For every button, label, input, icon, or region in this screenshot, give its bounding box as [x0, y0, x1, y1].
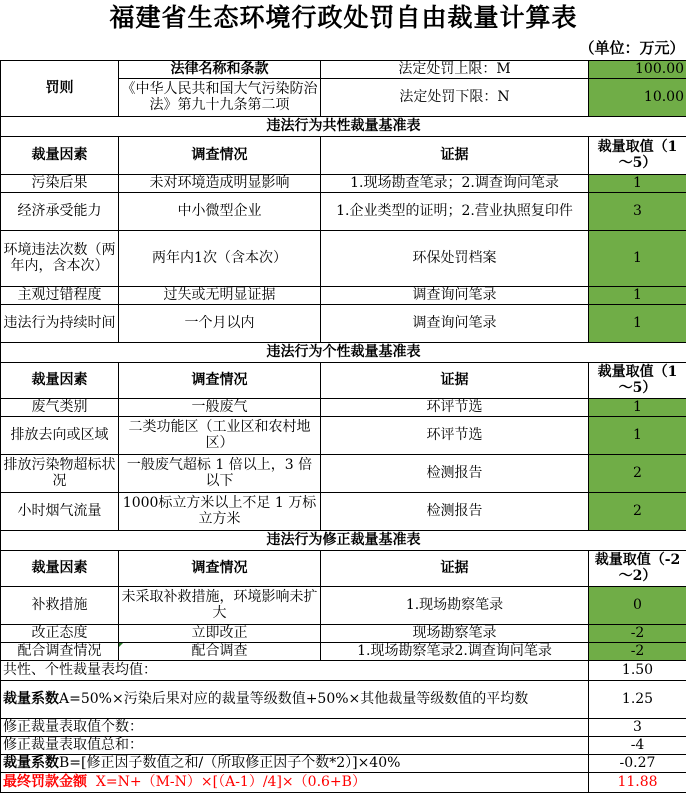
correction-count-label: 修正裁量表取值个数：	[1, 718, 589, 736]
final-amount-label	[1, 772, 589, 792]
evidence-cell: 检测报告	[321, 492, 589, 530]
value-cell[interactable]: 1	[589, 230, 686, 286]
value-cell[interactable]: 1	[589, 398, 686, 416]
evidence-cell: 1.现场勘查笔录；2.调查询问笔录	[321, 174, 589, 192]
correction-section-title: 违法行为修正裁量基准表	[1, 530, 686, 550]
factor-cell: 经济承受能力	[1, 192, 119, 230]
common-section-title: 违法行为共性裁量基准表	[1, 116, 686, 136]
situation-cell: 未采取补救措施，环境影响未扩大	[119, 586, 321, 624]
situation-cell: 配合调查	[119, 642, 321, 660]
table-row	[1, 416, 686, 454]
average-label: 共性、个性裁量表均值：	[1, 660, 589, 680]
col-header-evidence: 证据	[321, 362, 589, 398]
situation-cell: 中小微型企业	[119, 192, 321, 230]
coefficient-a-value: 1.25	[589, 680, 686, 718]
table-row	[1, 398, 686, 416]
lower-limit-value[interactable]: 10.00	[589, 78, 686, 116]
evidence-cell: 1.现场勘察笔录	[321, 586, 589, 624]
correction-sum-value: -4	[589, 736, 686, 754]
value-cell[interactable]: 2	[589, 492, 686, 530]
table-row	[1, 304, 686, 342]
factor-cell: 违法行为持续时间	[1, 304, 119, 342]
final-amount-formula: X=N+（M-N）×[（A-1）/4]×（0.6+B）	[95, 774, 366, 790]
average-value: 1.50	[589, 660, 686, 680]
evidence-cell: 调查询问笔录	[321, 286, 589, 304]
value-cell[interactable]: 1	[589, 286, 686, 304]
value-cell[interactable]: 0	[589, 586, 686, 624]
final-amount-title: 最终罚款金额	[3, 774, 87, 790]
law-text: 《中华人民共和国大气污染防治法》第九十九条第二项	[119, 78, 321, 116]
factor-cell: 主观过错程度	[1, 286, 119, 304]
col-header-value: 裁量取值（1～5）	[589, 136, 686, 174]
value-cell[interactable]: 2	[589, 454, 686, 492]
value-cell[interactable]: 1	[589, 416, 686, 454]
coefficient-a-formula: A=50%×污染后果对应的裁量等级数值+50%×其他裁量等级数值的平均数	[59, 691, 529, 707]
table-row	[1, 642, 686, 660]
coefficient-a-prefix: 裁量系数	[3, 691, 59, 707]
col-header-situation: 调查情况	[119, 136, 321, 174]
table-row	[1, 192, 686, 230]
situation-cell: 二类功能区（工业区和农村地区）	[119, 416, 321, 454]
table-row	[1, 586, 686, 624]
table-row	[1, 454, 686, 492]
situation-cell: 一般废气超标 1 倍以上，3 倍以下	[119, 454, 321, 492]
col-header-factor: 裁量因素	[1, 136, 119, 174]
upper-limit-label: 法定处罚上限：M	[321, 60, 589, 78]
correction-sum-label: 修正裁量表取值总和：	[1, 736, 589, 754]
col-header-evidence: 证据	[321, 550, 589, 586]
lower-limit-label: 法定处罚下限：N	[321, 78, 589, 116]
situation-cell: 两年内1次（含本次）	[119, 230, 321, 286]
factor-cell: 补救措施	[1, 586, 119, 624]
col-header-factor: 裁量因素	[1, 362, 119, 398]
coefficient-b-label	[1, 754, 589, 772]
col-header-situation: 调查情况	[119, 362, 321, 398]
col-header-value: 裁量取值（1～5）	[589, 362, 686, 398]
factor-cell: 小时烟气流量	[1, 492, 119, 530]
factor-cell: 环境违法次数（两年内，含本次）	[1, 230, 119, 286]
coefficient-b-formula: B=[修正因子数值之和/（所取修正因子个数*2）]×40%	[59, 755, 401, 771]
value-cell[interactable]: 1	[589, 174, 686, 192]
factor-cell: 排放污染物超标状况	[1, 454, 119, 492]
situation-cell: 立即改正	[119, 624, 321, 642]
page-title: 福建省生态环境行政处罚自由裁量计算表	[109, 3, 578, 32]
value-cell[interactable]: 3	[589, 192, 686, 230]
evidence-cell: 现场勘察笔录	[321, 624, 589, 642]
value-cell[interactable]: -2	[589, 642, 686, 660]
coefficient-a-label	[1, 680, 589, 718]
col-header-factor: 裁量因素	[1, 550, 119, 586]
evidence-cell: 1.现场勘察笔录2.调查询问笔录	[321, 642, 589, 660]
penalty-label: 罚则	[1, 60, 119, 116]
factor-cell: 废气类别	[1, 398, 119, 416]
situation-cell: 1000标立方米以上不足 1 万标立方米	[119, 492, 321, 530]
situation-cell: 过失或无明显证据	[119, 286, 321, 304]
col-header-situation: 调查情况	[119, 550, 321, 586]
factor-cell: 配合调查情况	[1, 642, 119, 660]
evidence-cell: 环评节选	[321, 416, 589, 454]
value-cell[interactable]: 1	[589, 304, 686, 342]
evidence-cell: 调查询问笔录	[321, 304, 589, 342]
coefficient-b-prefix: 裁量系数	[3, 755, 59, 771]
table-row	[1, 492, 686, 530]
correction-count-value: 3	[589, 718, 686, 736]
factor-cell: 排放去向或区域	[1, 416, 119, 454]
situation-cell: 未对环境造成明显影响	[119, 174, 321, 192]
table-row	[1, 174, 686, 192]
situation-cell: 一般废气	[119, 398, 321, 416]
table-row	[1, 286, 686, 304]
situation-cell: 一个月以内	[119, 304, 321, 342]
law-label: 法律名称和条款	[119, 60, 321, 78]
evidence-cell: 检测报告	[321, 454, 589, 492]
final-amount-value: 11.88	[589, 772, 686, 792]
col-header-evidence: 证据	[321, 136, 589, 174]
unit-label: （单位：万元）	[579, 38, 685, 57]
evidence-cell: 环保处罚档案	[321, 230, 589, 286]
upper-limit-value[interactable]: 100.00	[589, 60, 686, 78]
evidence-cell: 1.企业类型的证明；2.营业执照复印件	[321, 192, 589, 230]
table-row	[1, 624, 686, 642]
individual-section-title: 违法行为个性裁量基准表	[1, 342, 686, 362]
evidence-cell: 环评节选	[321, 398, 589, 416]
col-header-value: 裁量取值（-2～2）	[589, 550, 686, 586]
coefficient-b-value: -0.27	[589, 754, 686, 772]
factor-cell: 改正态度	[1, 624, 119, 642]
value-cell[interactable]: -2	[589, 624, 686, 642]
table-row	[1, 230, 686, 286]
factor-cell: 污染后果	[1, 174, 119, 192]
